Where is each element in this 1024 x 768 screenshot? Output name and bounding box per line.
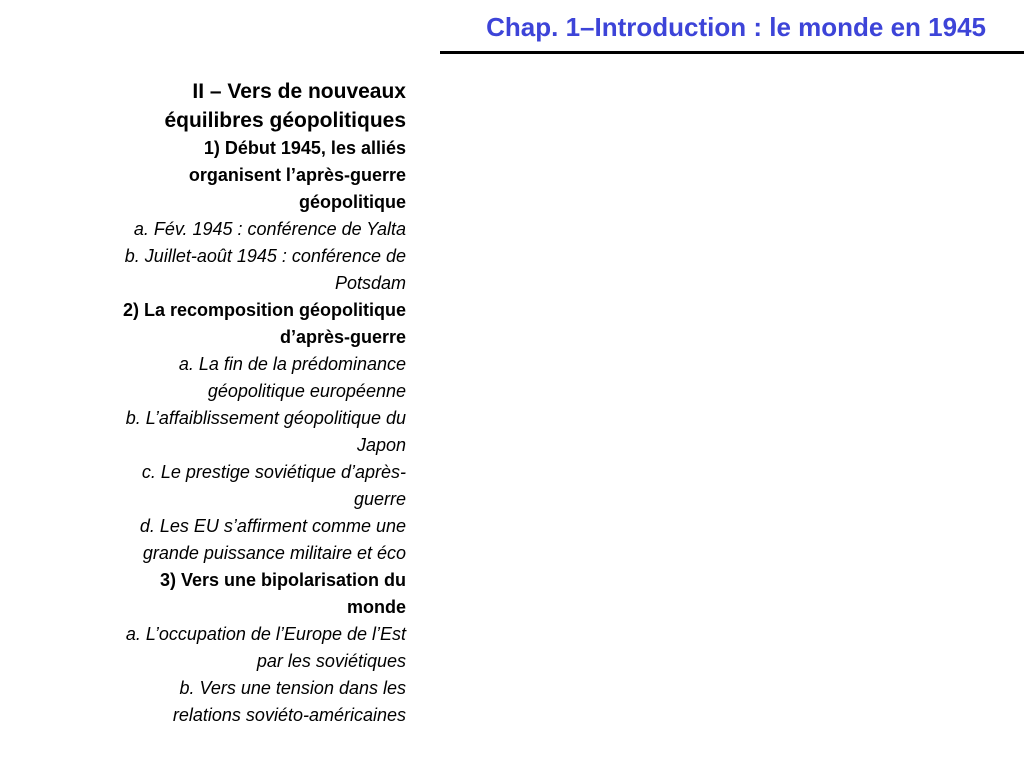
item-line: Potsdam bbox=[334, 273, 406, 293]
heading-line: géopolitique bbox=[299, 192, 406, 212]
heading-line: équilibres géopolitiques bbox=[164, 109, 406, 132]
part-ii-heading bbox=[26, 77, 406, 135]
item-line: a. L’occupation de l’Europe de l’Est bbox=[125, 624, 406, 644]
section-2-heading bbox=[26, 297, 406, 351]
section-2-item-c bbox=[26, 459, 406, 513]
section-2-item-d bbox=[26, 513, 406, 567]
section-1-item-a bbox=[26, 216, 406, 243]
slide-title: Chap. 1–Introduction : le monde en 1945 bbox=[486, 12, 986, 42]
item-line: a. Fév. 1945 : conférence de Yalta bbox=[133, 219, 406, 239]
item-line: c. Le prestige soviétique d’après- bbox=[141, 462, 406, 482]
section-3-item-b bbox=[26, 675, 406, 729]
item-line: a. La fin de la prédominance bbox=[178, 354, 406, 374]
section-2-item-b bbox=[26, 405, 406, 459]
item-line: Japon bbox=[356, 435, 406, 455]
item-line: relations soviéto-américaines bbox=[172, 705, 406, 725]
heading-line: monde bbox=[346, 597, 406, 617]
item-line: b. L’affaiblissement géopolitique du bbox=[125, 408, 406, 428]
item-line: par les soviétiques bbox=[256, 651, 406, 671]
heading-line: organisent l’après-guerre bbox=[188, 165, 406, 185]
item-line: d. Les EU s’affirment comme une bbox=[139, 516, 406, 536]
section-3-heading bbox=[26, 567, 406, 621]
section-1-item-b bbox=[26, 243, 406, 297]
heading-line: 1) Début 1945, les alliés bbox=[203, 138, 406, 158]
heading-line: II – Vers de nouveaux bbox=[192, 80, 406, 103]
item-line: b. Vers une tension dans les bbox=[179, 678, 406, 698]
item-line: géopolitique européenne bbox=[207, 381, 406, 401]
section-3-item-a bbox=[26, 621, 406, 675]
title-divider bbox=[440, 51, 1024, 54]
item-line: guerre bbox=[353, 489, 406, 509]
heading-line: 2) La recomposition géopolitique bbox=[122, 300, 406, 320]
heading-line: d’après-guerre bbox=[279, 327, 406, 347]
section-1-heading bbox=[26, 135, 406, 216]
section-2-item-a bbox=[26, 351, 406, 405]
item-line: grande puissance militaire et éco bbox=[142, 543, 406, 563]
outline bbox=[26, 77, 406, 729]
item-line: b. Juillet-août 1945 : conférence de bbox=[124, 246, 406, 266]
heading-line: 3) Vers une bipolarisation du bbox=[159, 570, 406, 590]
